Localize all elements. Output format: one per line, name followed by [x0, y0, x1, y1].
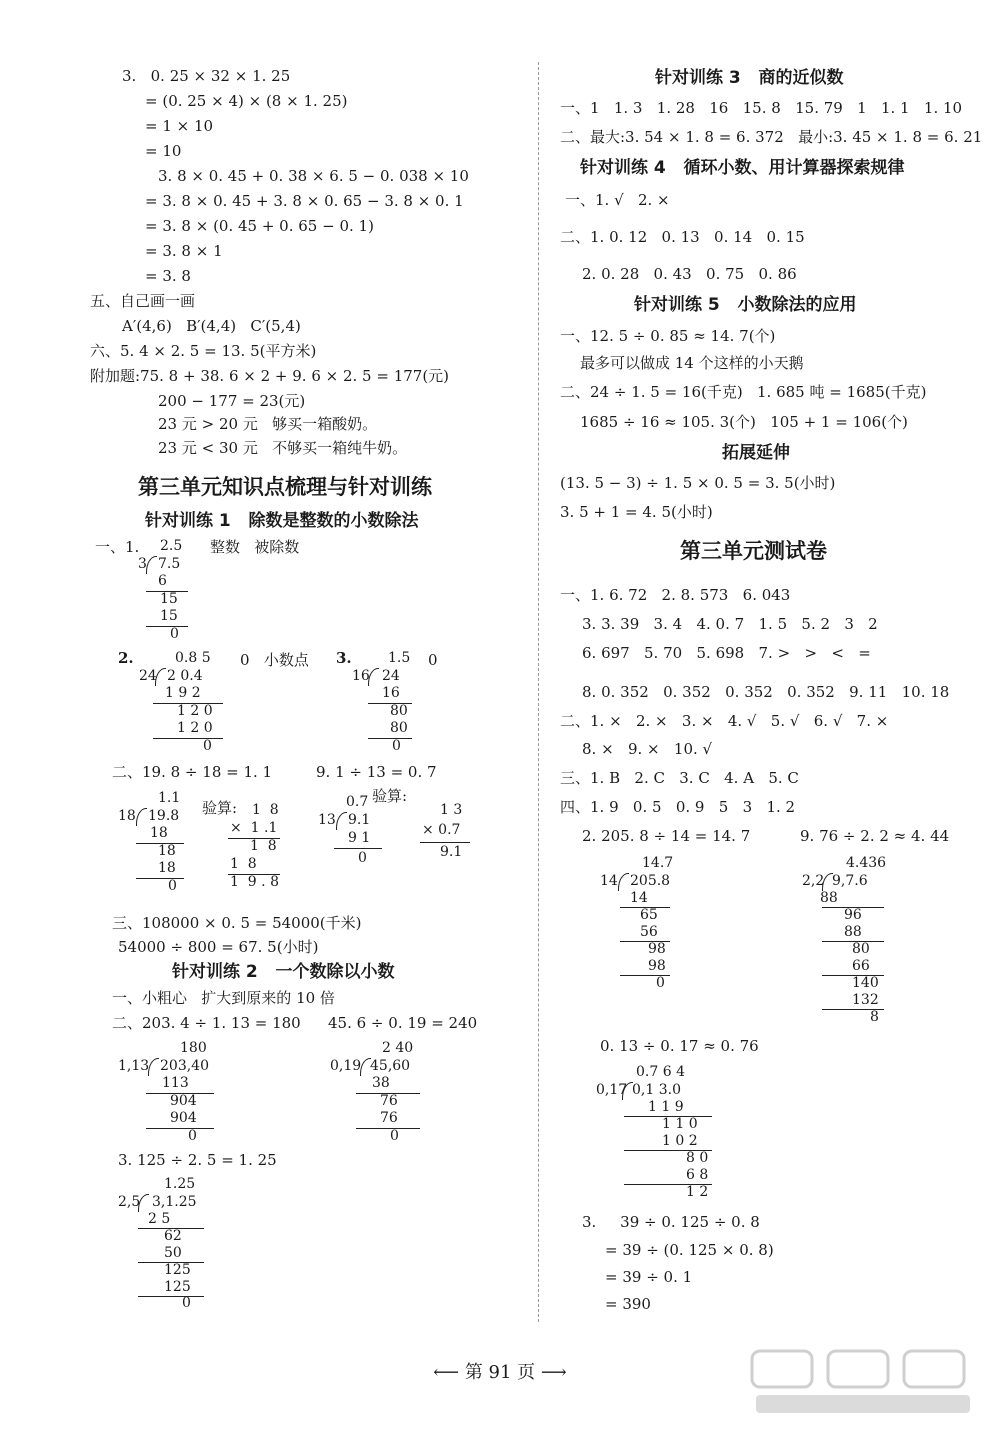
div-divisor: 13 — [318, 812, 336, 828]
test-line-3: 6. 697 5. 70 5. 698 7. > > < = — [582, 644, 871, 662]
left-line-12: 六、5. 4 × 2. 5 = 13. 5(平方米) — [90, 342, 317, 360]
div-step: 50 — [164, 1245, 182, 1261]
t4-line-2: 二、1. 0. 12 0. 13 0. 14 0. 15 — [560, 228, 805, 246]
div-divisor: 1,13 — [118, 1058, 150, 1074]
arrow-left-icon: ⟵ — [433, 1362, 460, 1383]
div-step: 904 — [170, 1110, 197, 1126]
check-step: × 1 .1 — [230, 820, 278, 836]
training-3-title: 针对训练 3 商的近似数 — [655, 68, 844, 88]
division-d5 — [318, 794, 388, 874]
check-step: 1 9 . 8 — [230, 874, 279, 890]
div-quotient: 0.8 5 — [175, 650, 211, 666]
t1-q4a: 二、19. 8 ÷ 18 = 1. 1 — [112, 763, 273, 781]
div-step: 18 — [158, 860, 176, 876]
div-divisor: 2,5 — [118, 1194, 141, 1210]
div-step: 62 — [164, 1228, 182, 1244]
t2-q2b: 45. 6 ÷ 0. 19 = 240 — [328, 1014, 478, 1032]
test-line-4: 8. 0. 352 0. 352 0. 352 0. 352 9. 11 10. 18 — [582, 683, 950, 701]
div-step: 18 — [158, 843, 176, 859]
division-d1 — [132, 538, 202, 642]
div-quotient: 180 — [180, 1040, 207, 1056]
div-step: 16 — [382, 685, 400, 701]
check-step: 1 8 — [252, 802, 279, 818]
div-step: 0 — [392, 738, 401, 754]
div-rule — [138, 1296, 204, 1297]
extension-title: 拓展延伸 — [722, 443, 790, 463]
left-line-14: 200 − 177 = 23(元) — [158, 392, 306, 410]
div-step: 56 — [640, 924, 658, 940]
div-step: 88 — [820, 890, 838, 906]
div-step: 38 — [372, 1075, 390, 1091]
t3-line-2: 二、最大:3. 54 × 1. 8 = 6. 372 最小:3. 45 × 1. 8 = 6. 21 — [560, 128, 983, 146]
div-divisor: 2,2 — [802, 873, 825, 889]
division-d9 — [600, 855, 680, 995]
div-step: 0 — [656, 975, 665, 991]
div-step: 0 — [203, 738, 212, 754]
div-step: 140 — [852, 975, 879, 991]
div-rule — [146, 1128, 214, 1129]
t1-q5b: 54000 ÷ 800 = 67. 5(小时) — [118, 938, 319, 956]
div-step: 0 — [390, 1128, 399, 1144]
t3-line-1: 一、1 1. 3 1. 28 16 15. 8 15. 79 1 1. 1 1. 10 — [560, 99, 963, 117]
t2-q1: 一、小粗心 扩大到原来的 10 倍 — [112, 989, 335, 1007]
div-step: 0 — [188, 1128, 197, 1144]
div-dividend: 9.1 — [348, 812, 371, 828]
check-label-2: 验算: — [372, 787, 408, 805]
check-step: × 0.7 — [422, 822, 461, 838]
left-line-3: = 1 × 10 — [145, 117, 214, 135]
div-divisor: 0,17 — [596, 1082, 628, 1098]
t2-q2a: 二、203. 4 ÷ 1. 13 = 180 — [112, 1014, 301, 1032]
left-line-10: 五、自己画一画 — [90, 292, 196, 310]
div-step: 0 — [168, 878, 177, 894]
div-quotient: 0.7 — [346, 794, 369, 810]
ext-line-2: 3. 5 + 1 = 4. 5(小时) — [560, 503, 713, 521]
div-dividend: 19.8 — [148, 808, 180, 824]
div-dividend: 9,7.6 — [832, 873, 868, 889]
test-line-9: 2. 205. 8 ÷ 14 = 14. 7 — [582, 827, 751, 845]
div-step: 8 — [870, 1009, 879, 1025]
watermark-logo — [750, 1347, 980, 1419]
div-step: 1 2 0 — [177, 720, 213, 736]
div-divisor: 18 — [118, 808, 136, 824]
div-divisor: 24 — [139, 668, 157, 684]
left-line-6: = 3. 8 × 0. 45 + 3. 8 × 0. 65 − 3. 8 × 0. 1 — [145, 192, 464, 210]
division-d3 — [352, 650, 422, 754]
division-d6 — [118, 1040, 218, 1144]
division-d10 — [802, 855, 892, 1027]
t1-q3-text: 0 — [428, 651, 438, 669]
ext-line-1: (13. 5 − 3) ÷ 1. 5 × 0. 5 = 3. 5(小时) — [560, 474, 836, 492]
div-divisor: 0,19 — [330, 1058, 362, 1074]
left-line-8: = 3. 8 × 1 — [145, 242, 223, 260]
div-step: 76 — [380, 1093, 398, 1109]
div-step: 15 — [160, 591, 178, 607]
unit-title: 第三单元知识点梳理与针对训练 — [138, 475, 432, 499]
div-step: 1 0 2 — [662, 1133, 698, 1149]
div-step: 9 1 — [348, 830, 371, 846]
column-separator — [538, 62, 539, 1322]
test-line-1: 一、1. 6. 72 2. 8. 573 6. 043 — [560, 586, 791, 604]
division-d2 — [135, 650, 230, 754]
left-line-11: A′(4,6) B′(4,4) C′(5,4) — [122, 317, 301, 335]
q3-line-4: = 390 — [605, 1295, 651, 1313]
div-step: 96 — [844, 907, 862, 923]
div-divisor: 16 — [352, 668, 370, 684]
div-step: 0 — [182, 1295, 191, 1311]
div-step: 80 — [390, 720, 408, 736]
left-line-13: 附加题:75. 8 + 38. 6 × 2 + 9. 6 × 2. 5 = 177(元) — [90, 367, 450, 385]
div-step: 98 — [648, 941, 666, 957]
left-line-5: 3. 8 × 0. 45 + 0. 38 × 6. 5 − 0. 038 × 10 — [158, 167, 469, 185]
div-step: 76 — [380, 1110, 398, 1126]
test-line-10: 9. 76 ÷ 2. 2 ≈ 4. 44 — [800, 827, 950, 845]
check-step: 1 3 — [440, 802, 463, 818]
check-label-1: 验算: — [202, 799, 238, 817]
page-number-text: 第 91 页 — [464, 1362, 536, 1383]
div-step: 66 — [852, 958, 870, 974]
t4-line-1: 一、1. √ 2. × — [565, 191, 670, 209]
div-rule — [334, 848, 382, 849]
t5-line-1: 一、12. 5 ÷ 0. 85 ≈ 14. 7(个) — [560, 327, 776, 345]
div-quotient: 2 40 — [382, 1040, 414, 1056]
div-rule — [153, 738, 223, 739]
div-bracket — [148, 1058, 159, 1076]
div-divisor: 14 — [600, 873, 618, 889]
div-quotient: 1.25 — [164, 1176, 196, 1192]
t5-line-2: 最多可以做成 14 个这样的小天鹅 — [580, 354, 804, 372]
div-step: 18 — [150, 825, 168, 841]
check-rule — [420, 842, 470, 843]
test-line-8: 四、1. 9 0. 5 0. 9 5 3 1. 2 — [560, 798, 796, 816]
div-bracket — [136, 808, 147, 826]
div-step: 1 1 0 — [662, 1116, 698, 1132]
q3-line-1: 3. 39 ÷ 0. 125 ÷ 0. 8 — [582, 1213, 760, 1231]
left-line-15: 23 元 > 20 元 够买一箱酸奶。 — [158, 415, 378, 433]
check-step: 1 8 — [250, 838, 277, 854]
training-4-title: 针对训练 4 循环小数、用计算器探索规律 — [580, 158, 905, 178]
div-step: 1 9 2 — [165, 685, 201, 701]
div-step: 1 2 0 — [177, 703, 213, 719]
test-title: 第三单元测试卷 — [680, 539, 827, 563]
t1-q5a: 三、108000 × 0. 5 = 54000(千米) — [112, 914, 362, 932]
watermark-icon — [750, 1347, 980, 1419]
div-dividend: 7.5 — [158, 556, 181, 572]
div-dividend: 3,1.25 — [152, 1194, 197, 1210]
div-quotient: 4.436 — [846, 855, 887, 871]
div-quotient: 2.5 — [160, 538, 183, 554]
div-step: 6 8 — [686, 1167, 709, 1183]
q3-line-3: = 39 ÷ 0. 1 — [605, 1268, 693, 1286]
div-rule — [356, 1128, 420, 1129]
div-step: 113 — [162, 1075, 189, 1091]
t1-q2-label: 2. — [118, 649, 134, 667]
test-line-2: 3. 3. 39 3. 4 4. 0. 7 1. 5 5. 2 3 2 — [582, 615, 878, 633]
div-step: 88 — [844, 924, 862, 940]
division-d4 — [118, 790, 188, 900]
check-step: 9.1 — [440, 844, 463, 860]
check-d5 — [418, 802, 474, 862]
div-dividend: 45,60 — [370, 1058, 411, 1074]
test-line-7: 三、1. B 2. C 3. C 4. A 5. C — [560, 769, 799, 787]
t1-q3-label: 3. — [336, 649, 352, 667]
div-step: 1 2 — [686, 1184, 709, 1200]
div-step: 14 — [630, 890, 648, 906]
div-bracket — [336, 812, 347, 830]
div-bracket — [618, 873, 629, 891]
left-line-9: = 3. 8 — [145, 267, 191, 285]
arrow-right-icon: ⟶ — [540, 1362, 567, 1383]
check-d4 — [226, 802, 286, 892]
left-line-7: = 3. 8 × (0. 45 + 0. 65 − 0. 1) — [145, 217, 374, 235]
div-quotient: 1.5 — [388, 650, 411, 666]
div-rule — [368, 738, 412, 739]
q3-line-2: = 39 ÷ (0. 125 × 0. 8) — [605, 1241, 774, 1259]
div-divisor: 3 — [138, 556, 147, 572]
div-bracket — [146, 556, 157, 574]
t1-q4b: 9. 1 ÷ 13 = 0. 7 — [316, 763, 437, 781]
div-rule — [146, 626, 188, 627]
div-step: 6 — [158, 573, 167, 589]
div-step: 80 — [390, 703, 408, 719]
div-step: 125 — [164, 1279, 191, 1295]
t5-line-3: 二、24 ÷ 1. 5 = 16(千克) 1. 685 吨 = 1685(千克) — [560, 383, 927, 401]
div-dividend: 2 0.4 — [167, 668, 203, 684]
left-line-4: = 10 — [145, 142, 182, 160]
left-line-1: 3. 0. 25 × 32 × 1. 25 — [122, 67, 291, 85]
div-quotient: 0.7 6 4 — [636, 1064, 685, 1080]
div-step: 132 — [852, 992, 879, 1008]
t5-line-4: 1685 ÷ 16 ≈ 105. 3(个) 105 + 1 = 106(个) — [580, 413, 908, 431]
div-dividend: 24 — [382, 668, 400, 684]
test-line-5: 二、1. × 2. × 3. × 4. √ 5. √ 6. √ 7. × — [560, 712, 889, 730]
div-quotient: 1.1 — [158, 790, 181, 806]
div-step: 8 0 — [686, 1150, 709, 1166]
div-step: 98 — [648, 958, 666, 974]
div-step: 0 — [170, 626, 179, 642]
t1-q1-text: 整数 被除数 — [210, 538, 300, 556]
div-step: 65 — [640, 907, 658, 923]
div-quotient: 14.7 — [642, 855, 674, 871]
div-dividend: 203,40 — [160, 1058, 209, 1074]
division-d11 — [596, 1064, 716, 1204]
div-step: 2 5 — [148, 1211, 171, 1227]
t1-q2-text: 0 小数点 — [240, 651, 309, 669]
division-d8 — [118, 1176, 218, 1312]
training-2-title: 针对训练 2 一个数除以小数 — [172, 962, 395, 982]
division-d7 — [330, 1040, 430, 1144]
training-5-title: 针对训练 5 小数除法的应用 — [634, 295, 857, 315]
left-line-16: 23 元 < 30 元 不够买一箱纯牛奶。 — [158, 439, 408, 457]
div-dividend: 0,1 3.0 — [632, 1082, 681, 1098]
approx-line: 0. 13 ÷ 0. 17 ≈ 0. 76 — [600, 1037, 759, 1055]
check-step: 1 8 — [230, 856, 257, 872]
left-line-2: = (0. 25 × 4) × (8 × 1. 25) — [145, 92, 348, 110]
div-step: 15 — [160, 608, 178, 624]
div-step: 80 — [852, 941, 870, 957]
t2-q3: 3. 125 ÷ 2. 5 = 1. 25 — [118, 1151, 277, 1169]
div-step: 0 — [358, 850, 367, 866]
training-1-title: 针对训练 1 除数是整数的小数除法 — [145, 511, 419, 531]
div-dividend: 205.8 — [630, 873, 671, 889]
t1-q1-label: 一、1. — [95, 538, 140, 556]
div-step: 125 — [164, 1262, 191, 1278]
div-step: 904 — [170, 1093, 197, 1109]
test-line-6: 8. × 9. × 10. √ — [582, 740, 713, 758]
t4-line-3: 2. 0. 28 0. 43 0. 75 0. 86 — [582, 265, 797, 283]
div-step: 1 1 9 — [648, 1099, 684, 1115]
